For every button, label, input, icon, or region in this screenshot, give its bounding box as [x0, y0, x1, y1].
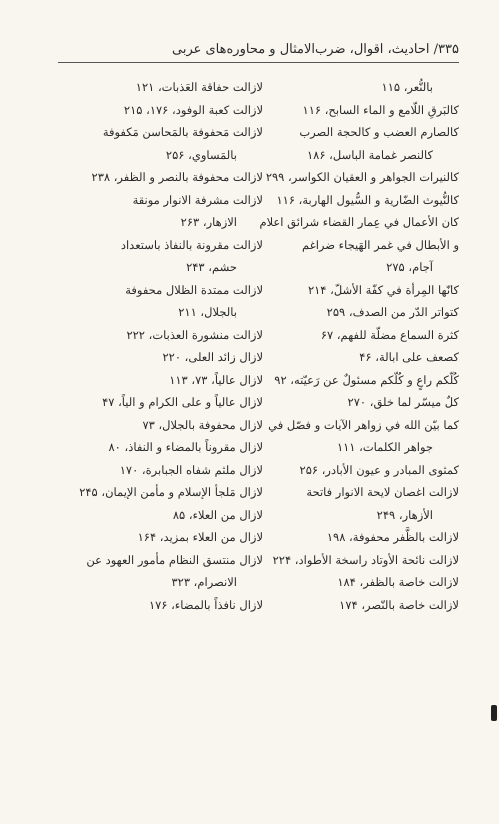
- index-entry: بالمَساوي، ۲۵۶: [165, 147, 237, 162]
- index-entry: بالنُّعر، ۱۱۵: [381, 80, 433, 94]
- index-entry: لازالت ممتدة الظلال محفوفة: [125, 282, 263, 297]
- index-entry: جواهر الکلمات، ۱۱۱: [336, 440, 433, 454]
- index-entry: الانصرام، ۳۲۳: [171, 575, 237, 589]
- index-entry: الازهار، ۲۶۳: [180, 215, 237, 229]
- index-entry: الأزهار، ۲۴۹: [376, 507, 433, 522]
- index-entry: کالنیرات الجواهر و العقیان الکواسر، ۲۹۹: [265, 170, 459, 184]
- index-column-left: [58, 76, 263, 616]
- index-entry: و الأبطال في غمر الهَیجاء ضراغم: [302, 237, 459, 252]
- index-entry: لازالت کعبة الوفود، ۱۷۶، ۲۱۵: [123, 102, 263, 117]
- index-entry: آجام، ۲۷۵: [386, 260, 433, 274]
- index-entry: لازالت خاصة بالنّصر، ۱۷۴: [339, 597, 459, 612]
- index-entry: کانّها المِرأة في كفّة الأشلّ، ۲۱۴: [307, 282, 459, 297]
- page-edge-mark: [491, 705, 497, 721]
- index-entry: کالنُّیوث الضّاریة و السُّیول الهاربة، ۱۱۶: [276, 192, 459, 207]
- index-entry: لازال ملثم شفاه الجبابرة، ۱۷۰: [119, 462, 263, 477]
- running-header: [58, 36, 459, 62]
- index-entry: لازال عالیاً و علی الکرام و الیاً، ۴۷: [102, 395, 263, 409]
- index-entry: لازال من العلاء، ۸۵: [172, 507, 263, 522]
- index-entry: لازال نافذاً بالمضاء، ۱۷۶: [148, 597, 263, 612]
- page-header-title: ۳۳۵/ احادیث، اقوال، ضرب‌الامثال و محاوره‌های عربی: [171, 41, 459, 57]
- index-entry: لازال منتسق النظام مأمور العهود عن: [86, 552, 263, 567]
- index-entry: لازال عالیاً، ۷۳، ۱۱۳: [169, 372, 263, 387]
- index-entry: لازالت محفوفة بالنصر و الظفر، ۲۳۸: [91, 170, 263, 184]
- index-entry: لازال زائد العلی، ۲۲۰: [162, 350, 263, 364]
- index-entry: کصعف علی ابالة، ۴۶: [359, 350, 459, 364]
- index-entry: کالبَرقِ اللّامع و الماء السابح، ۱۱۶: [302, 102, 459, 117]
- index-column-right: [254, 76, 459, 616]
- index-entry: کما بیّن الله في زواهر الآیات و فصّل في: [268, 417, 459, 432]
- index-entry: لازالت بالظَّفر محفوفة، ۱۹۸: [326, 530, 459, 544]
- index-entry: لازال من العلاء بمزید، ۱۶۴: [137, 530, 263, 544]
- index-columns: [58, 76, 459, 764]
- index-entry: لازال محفوفة بالجلال، ۷۳: [142, 417, 263, 432]
- index-entry: کلٌ میسّر لما خلق، ۲۷۰: [347, 395, 459, 409]
- index-entry: کالنصر غمامة الباسل، ۱۸۶: [307, 147, 433, 162]
- index-entry: لازالت اغصان لایحة الانوار فاتحة: [306, 485, 459, 499]
- index-entry: کتواتر الدّر من الصدف، ۲۵۹: [326, 305, 459, 319]
- index-entry: لازالت مَحفوفة بالمَحاسن مَکفوفة: [102, 125, 263, 139]
- index-entry: لازالت منشورة العذبات، ۲۲۲: [126, 327, 263, 342]
- index-entry: کثرة السماع مضلّة للفهم، ۶۷: [320, 327, 459, 342]
- index-entry: لازالت نائحة الأوتاد راسخة الأطواد، ۲۲۴: [272, 552, 459, 567]
- index-entry: لازالت مشرفة الانوار مونقة: [132, 192, 263, 207]
- header-rule: [58, 62, 459, 63]
- index-entry: کمثوی المبادر و عیون الأبادر، ۲۵۶: [299, 462, 459, 477]
- index-entry: بالجلال، ۲۱۱: [178, 305, 237, 319]
- index-entry: کُلّکم راعٍ و کُلّکم مسئولٌ عن رَعیّته، ۹۲: [274, 372, 459, 387]
- index-entry: لازالت حفاقة العَذبات، ۱۲۱: [135, 80, 263, 94]
- index-entry: کان الأعمال في عِمار القضاء شرائق اعلام: [259, 215, 459, 229]
- index-entry: لازال مقروناً بالمضاء و النفاذ، ۸۰: [108, 440, 263, 454]
- index-entry: لازال مَلجأ الإسلام و مأمن الإیمان، ۲۴۵: [79, 485, 263, 499]
- index-entry: حشم، ۲۴۳: [186, 260, 237, 274]
- index-entry: لازالت خاصة بالظفر، ۱۸۴: [337, 575, 459, 589]
- index-entry: لازالت مقرونة بالنفاذ باستعداد: [120, 237, 263, 252]
- index-entry: کالصارم العضب و کالحجة الصرب: [299, 125, 459, 139]
